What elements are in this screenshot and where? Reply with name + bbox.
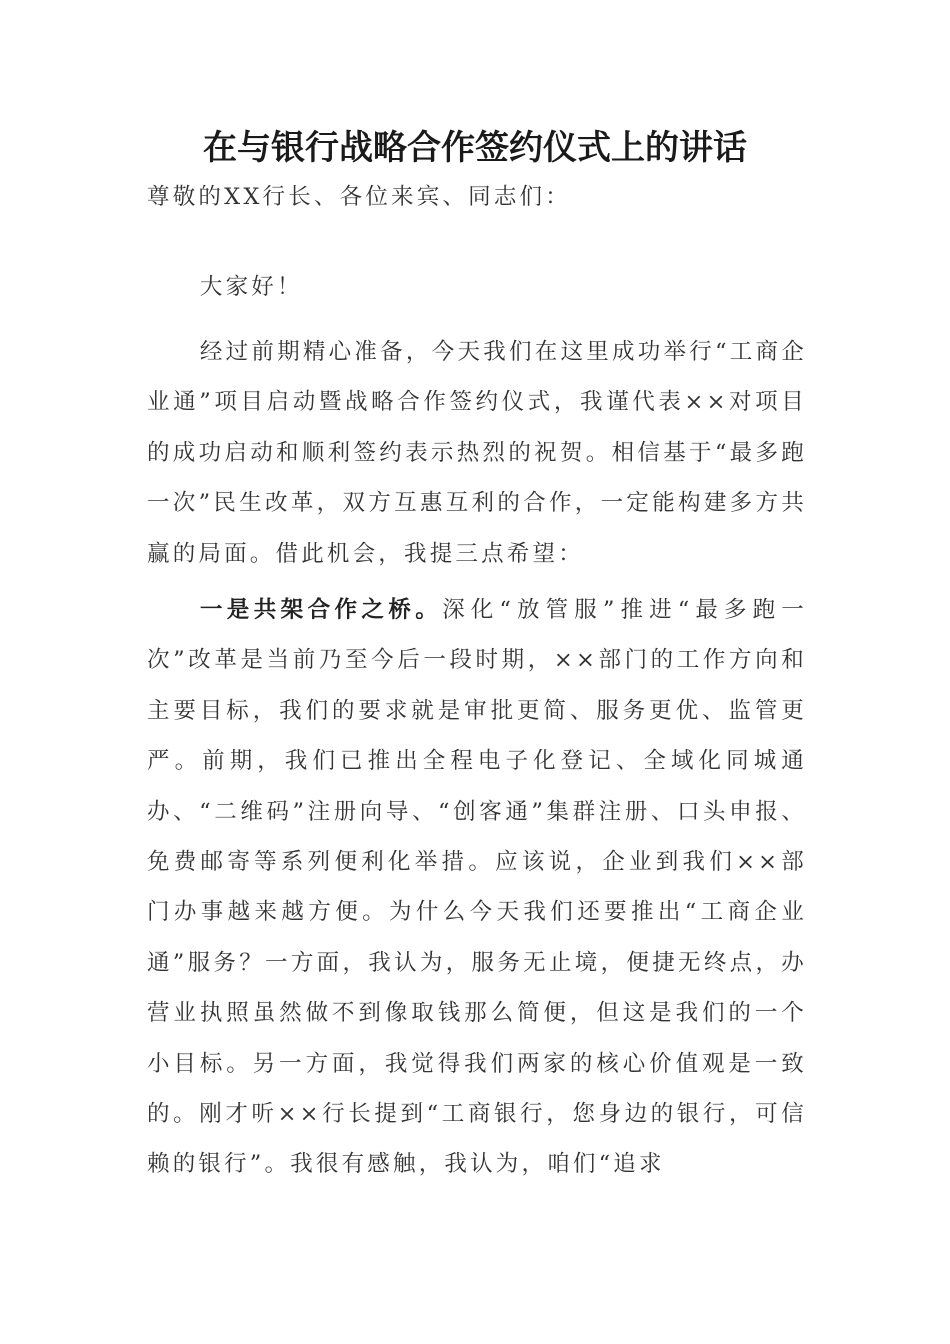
paragraph-first-point-text [147,585,807,1190]
paragraph-intro [147,327,807,579]
document-title: 在与银行战略合作签约仪式上的讲话 [203,128,747,168]
greeting-text: 大家好！ [199,274,303,300]
point-heading: 一是共架合作之桥。 [199,597,443,623]
paragraph-first-point [147,585,807,1190]
point-body: 深化“放管服”推进“最多跑一次”改革是当前乃至今后一段时期，××部门的工作方向和主要目标，我们的要求就是审批更简、服务更优、监管更严。前期，我们已推出全程电子化登记、全域化同城通办、“二维码”注册向导、“创客通”集群注册、口头申报、免费邮寄等系列便利化举措。应该说，企业到我们××部门办事越来越方便。为什么今天我们还要推出“工商企业通”服务？一方面，我认为，服务无止境，便捷无终点，办营业执照虽然做不到像取钱那么简便，但这是我们的一个小目标。另一方面，我觉得我们两家的核心价值观是一致的。刚才听××行长提到“工商银行，您身边的银行，可信赖的银行”。我很有感触，我认为，咱们“追求 [147,597,807,1178]
greeting-paragraph [147,262,807,312]
salutation: 尊敬的XX行长、各位来宾、同志们： [147,184,571,210]
paragraph-intro-text: 经过前期精心准备，今天我们在这里成功举行“工商企业通”项目启动暨战略合作签约仪式，我谨代表××对项目的成功启动和顺利签约表示热烈的祝贺。相信基于“最多跑一次”民生改革，双方互惠互利的合作，一定能构建多方共赢的局面。借此机会，我提三点希望： [147,339,807,567]
